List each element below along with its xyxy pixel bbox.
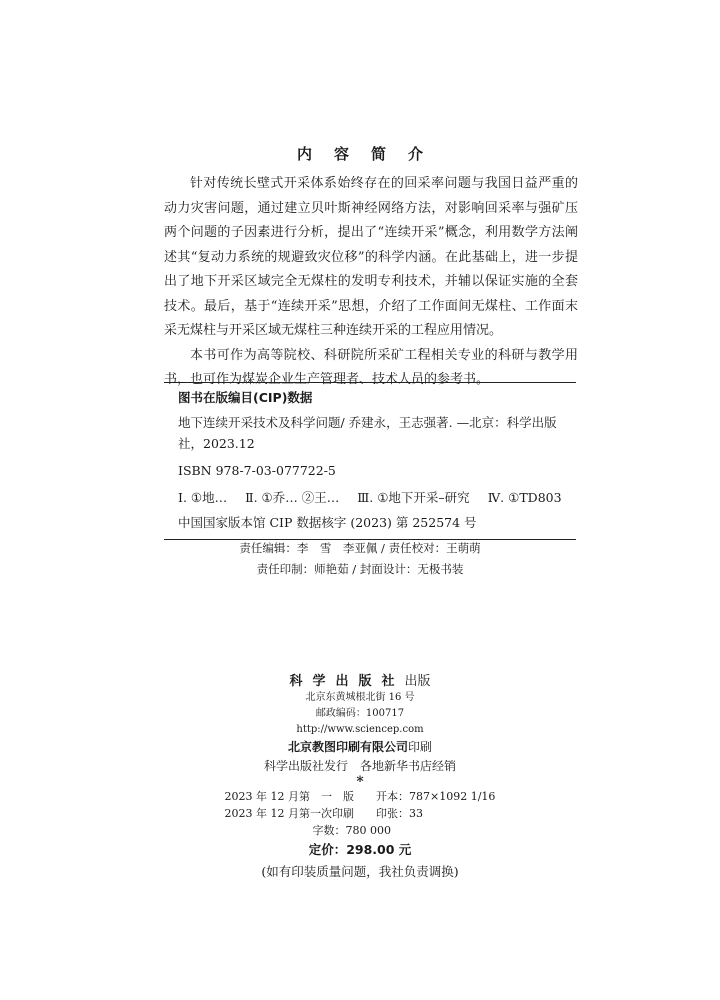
printer-name: 北京教图印刷有限公司 (287, 740, 408, 754)
cip-class-2: Ⅱ. ①乔… ②王… (245, 490, 340, 505)
printer-line (0, 738, 720, 757)
intro-body (164, 172, 578, 393)
wordcount-line: 字数：780 000 (312, 824, 392, 837)
publisher-suffix: 出版 (404, 674, 431, 689)
credits-editors: 责任编辑：李 雪 李亚佩 / 责任校对：王萌萌 (239, 541, 481, 555)
printing-line: 2023 年 12 月第一次印刷 印张：33 (224, 807, 424, 820)
publisher-website: http://www.sciencep.com (296, 724, 424, 735)
publisher-name: 科学出版社 (289, 674, 405, 689)
intro-paragraph-2: 本书可作为高等院校、科研院所采矿工程相关专业的科研与教学用书，也可作为煤炭企业生产管理者、技术人员的参考书。 (164, 347, 578, 387)
edition-line: 2023 年 12 月第 一 版 开本：787×1092 1/16 (224, 790, 496, 803)
cip-class-1: Ⅰ. ①地… (178, 490, 228, 505)
cip-title-line: 地下连续开采技术及科学问题/ 乔建永，王志强著. —北京：科学出版社，2023.12 (178, 415, 557, 451)
distribution-line: 科学出版社发行 各地新华书店经销 (263, 759, 456, 773)
credits (0, 538, 720, 580)
cip-record: 中国国家版本馆 CIP 数据核字 (2023) 第 252574 号 (178, 515, 477, 530)
cip-heading: 图书在版编目(CIP)数据 (178, 390, 313, 405)
cip-class-3: Ⅲ. ①地下开采–研究 (357, 490, 470, 505)
cip-classification (178, 487, 576, 508)
credits-production: 责任印制：师艳茹 / 封面设计：无极书装 (256, 562, 464, 576)
cip-isbn: ISBN 978-7-03-077722-5 (178, 463, 336, 478)
spec-block (225, 788, 496, 839)
cip-class-4: Ⅳ. ①TD803 (487, 490, 562, 505)
quality-note: (如有印装质量问题，我社负责调换) (261, 864, 459, 879)
cip-block (164, 382, 576, 540)
publisher-address: 北京东黄城根北街 16 号 (305, 692, 415, 703)
intro-title: 内容简介 (296, 145, 445, 163)
printer-suffix: 印刷 (408, 740, 433, 754)
separator-star: * (356, 774, 364, 790)
publisher-line (0, 674, 720, 690)
intro-paragraph-1: 针对传统长壁式开采体系始终存在的回采率问题与我国日益严重的动力灾害问题，通过建立贝叶斯神经网络方法，对影响回采率与强矿压两个问题的子因素进行分析，提出了“连续开采”概念，利用数学方法阐述其“复动力系统的规避致灾位移”的科学内涵。在此基础上，进一步提出了地下开采区域完全无煤柱的发明专利技术，并辅以保证实施的全套技术。最后，基于“连续开采”思想，介绍了工作面间无煤柱、工作面末采无煤柱与开采区域无煤柱三种连续开采的工程应用情况。 (164, 176, 578, 338)
publisher-postcode: 邮政编码：100717 (315, 708, 405, 719)
price: 定价：298.00 元 (308, 842, 412, 857)
colophon (0, 674, 720, 883)
